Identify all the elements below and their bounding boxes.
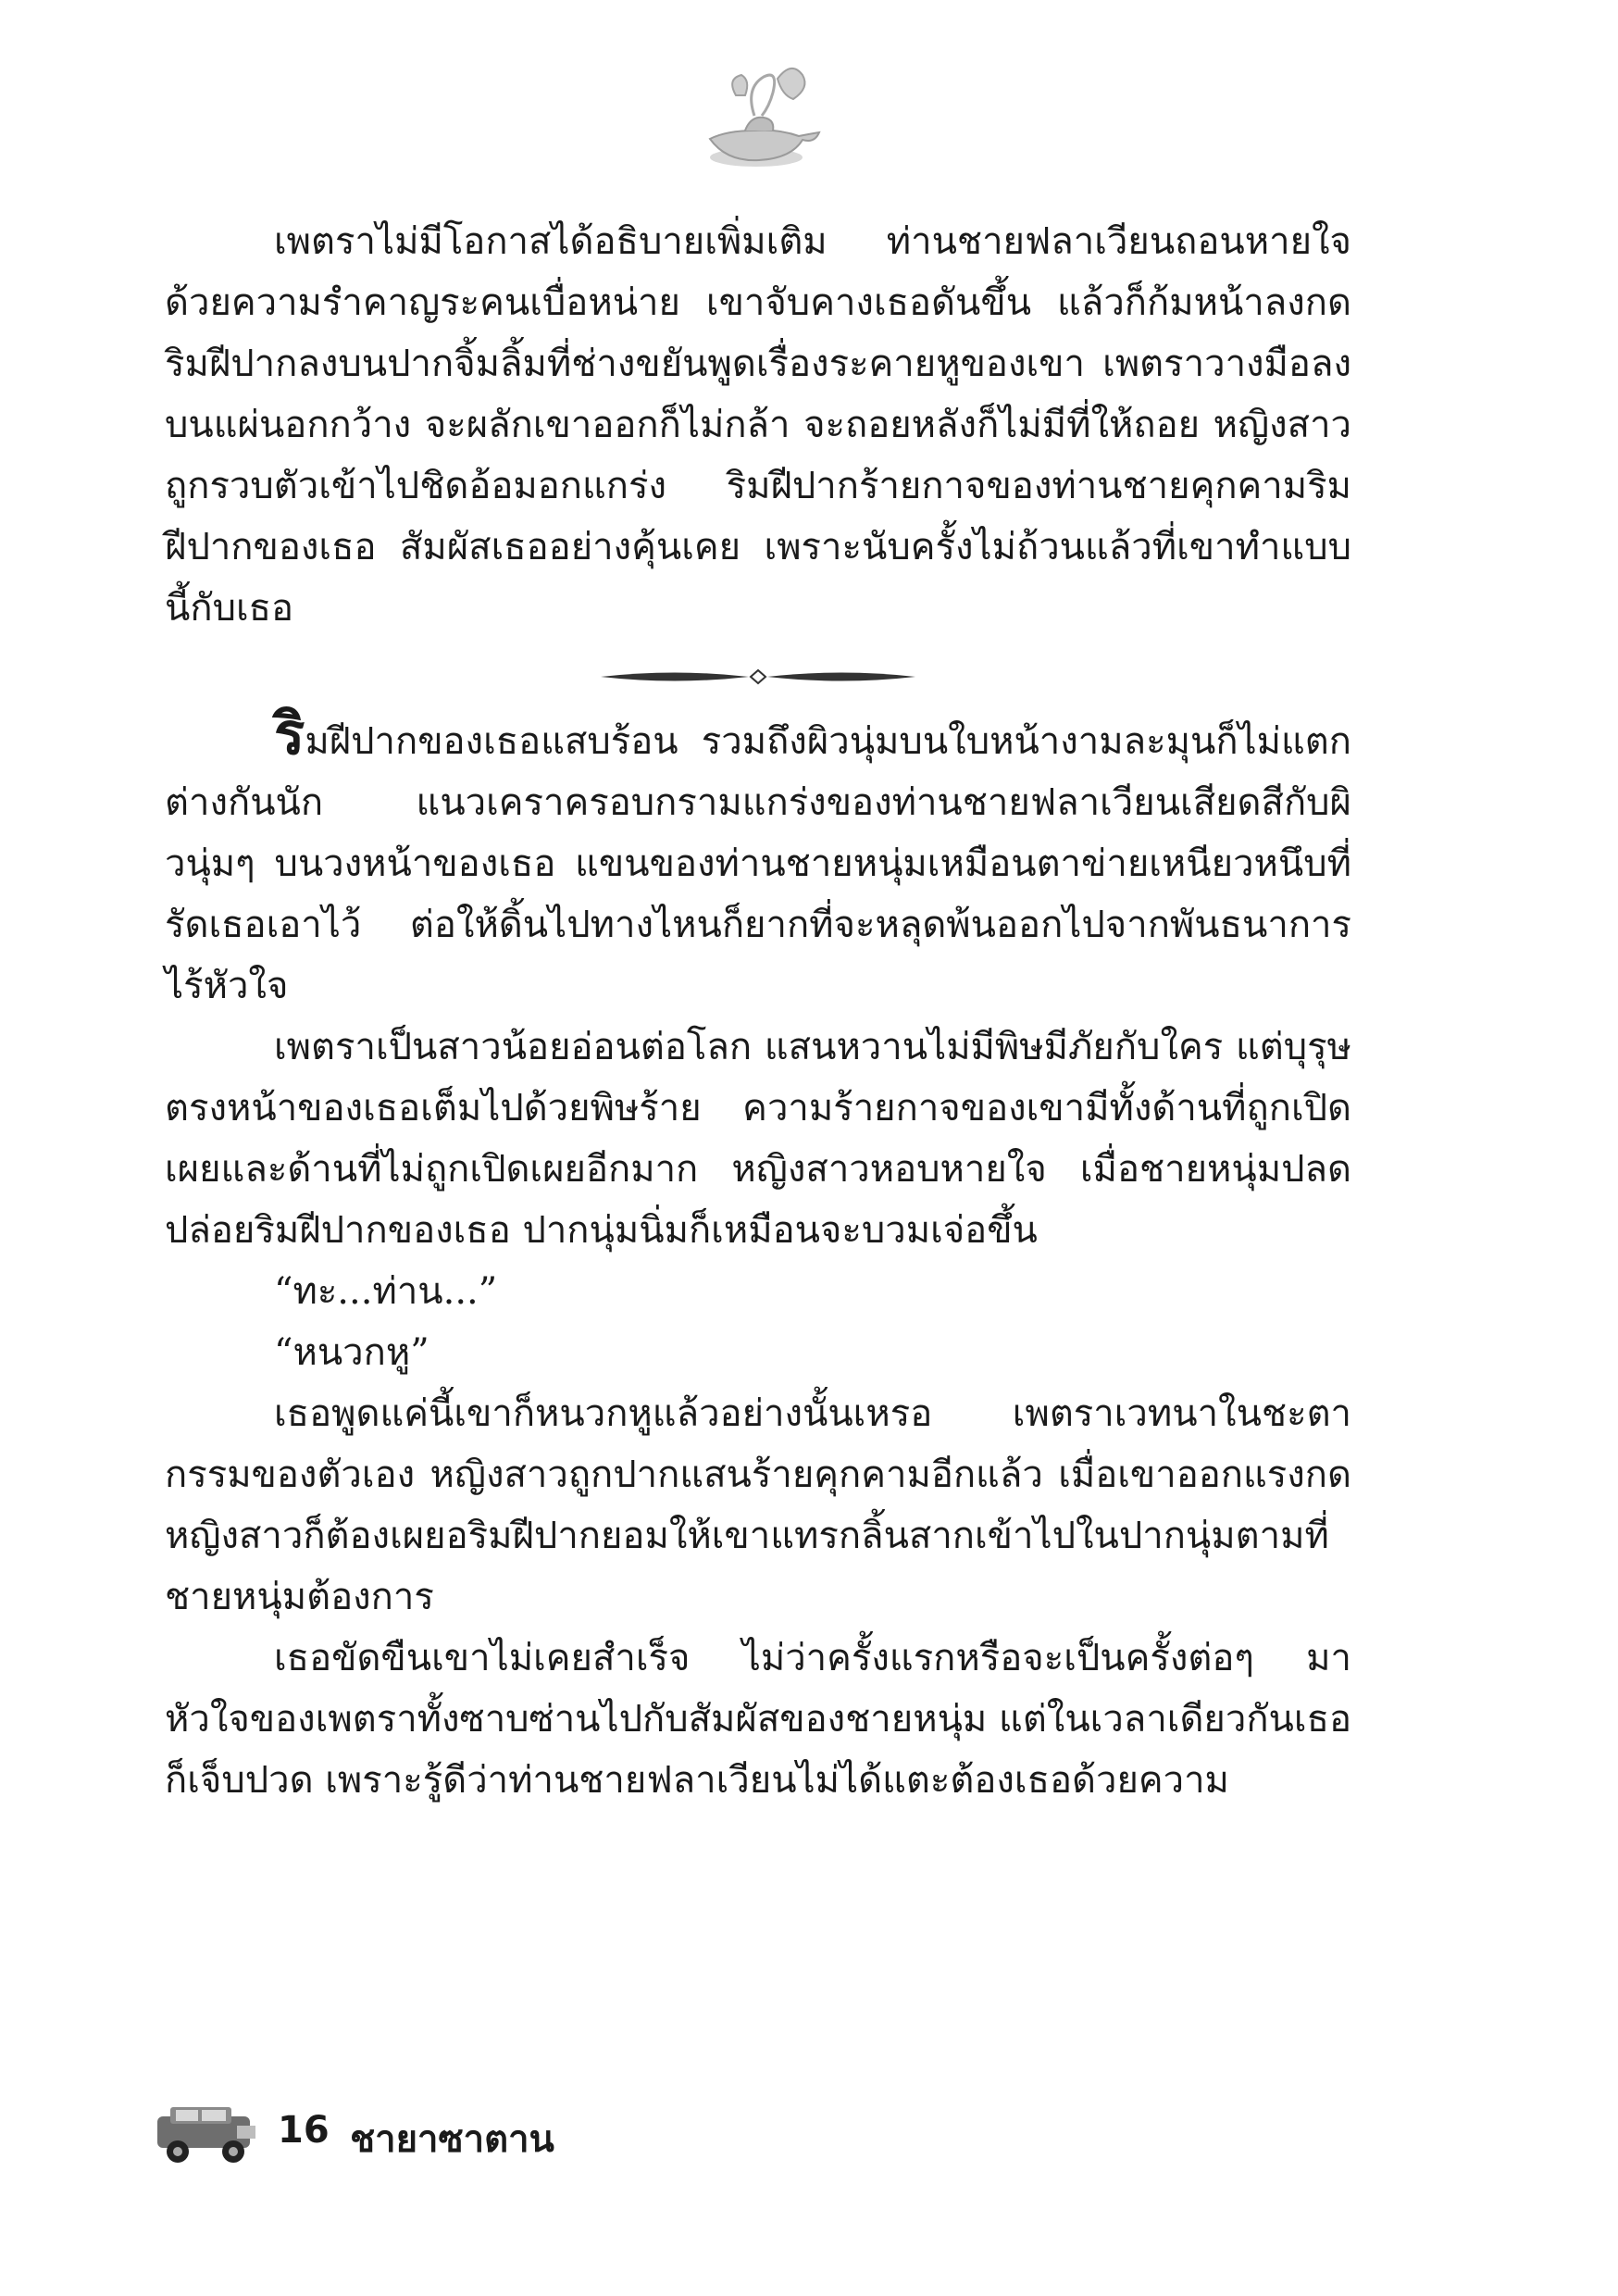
- page-body: [165, 211, 1351, 1811]
- paragraph-text: มฝีปากของเธอแสบร้อน รวมถึงผิวนุ่มบนใบหน้างามละมุนก็ไม่แตกต่างกันนัก แนวเคราครอบกรามแกร่งของท่านชายฟลาเวียนเสียดสีกับผิวนุ่มๆ บนวงหน้าของเธอ แขนของท่านชายหนุ่มเหมือนตาข่ายเหนียวหนึบที่รัดเธอเอาไว้ ต่อให้ดิ้นไปทางไหนก็ยากที่จะหลุดพ้นออกไปจากพันธนาการไร้หัวใจ: [165, 720, 1351, 1007]
- book-title: ชายาซาตาน: [350, 2118, 554, 2161]
- dialogue-line: “ทะ...ท่าน...”: [274, 1270, 498, 1313]
- page-number: 16: [278, 2109, 330, 2152]
- paragraph: เพตราไม่มีโอกาสได้อธิบายเพิ่มเติม ท่านชายฟลาเวียนถอนหายใจด้วยความรำคาญระคนเบื่อหน่าย เขาจับคางเธอดันขึ้น แล้วก็ก้มหน้าลงกดริมฝีปากลงบนปากจิ้มลิ้มที่ช่างขยันพูดเรื่องระคายหูของเขา เพตราวางมือลงบนแผ่นอกกว้าง จะผลักเขาออกก็ไม่กล้า จะถอยหลังก็ไม่มีที่ให้ถอย หญิงสาวถูกรวบตัวเข้าไปชิดอ้อมอกแกร่ง ริมฝีปากร้ายกาจของท่านชายคุกคามริมฝีปากของเธอ สัมผัสเธออย่างคุ้นเคย เพราะนับครั้งไม่ถ้วนแล้วที่เขาทำแบบนี้กับเธอ: [165, 220, 1351, 630]
- car-icon: [148, 2100, 268, 2166]
- paragraph: เธอขัดขืนเขาไม่เคยสำเร็จ ไม่ว่าครั้งแรกหรือจะเป็นครั้งต่อๆ มาหัวใจของเพตราทั้งซาบซ่านไปกับสัมผัสของชายหนุ่ม แต่ในเวลาเดียวกันเธอก็เจ็บปวด เพราะรู้ดีว่าท่านชายฟลาเวียนไม่ได้แตะต้องเธอด้วยความ: [165, 1637, 1351, 1802]
- dropcap: ริ: [274, 700, 305, 767]
- paragraph: เธอพูดแค่นี้เขาก็หนวกหูแล้วอย่างนั้นเหรอ เพตราเวทนาในชะตากรรมของตัวเอง หญิงสาวถูกปากแสนร้ายคุกคามอีกแล้ว เมื่อเขาออกแรงกดหญิงสาวก็ต้องเผยอริมฝีปากยอมให้เขาแทรกลิ้นสากเข้าไปในปากนุ่มตามที่ชายหนุ่มต้องการ: [165, 1392, 1351, 1618]
- paragraph: เพตราเป็นสาวน้อยอ่อนต่อโลก แสนหวานไม่มีพิษมีภัยกับใคร แต่บุรุษตรงหน้าของเธอเต็มไปด้วยพิษร้าย ความร้ายกาจของเขามีทั้งด้านที่ถูกเปิดเผยและด้านที่ไม่ถูกเปิดเผยอีกมาก หญิงสาวหอบหายใจ เมื่อชายหนุ่มปลดปล่อยริมฝีปากของเธอ ปากนุ่มนิ่มก็เหมือนจะบวมเจ่อขึ้น: [165, 1026, 1351, 1252]
- dialogue-line: “หนวกหู”: [274, 1331, 429, 1374]
- page-footer: [148, 2100, 796, 2174]
- paragraph-with-dropcap: [165, 700, 1351, 1017]
- lamp-ornament-icon: [690, 51, 828, 181]
- flourish-divider-icon: [601, 663, 915, 691]
